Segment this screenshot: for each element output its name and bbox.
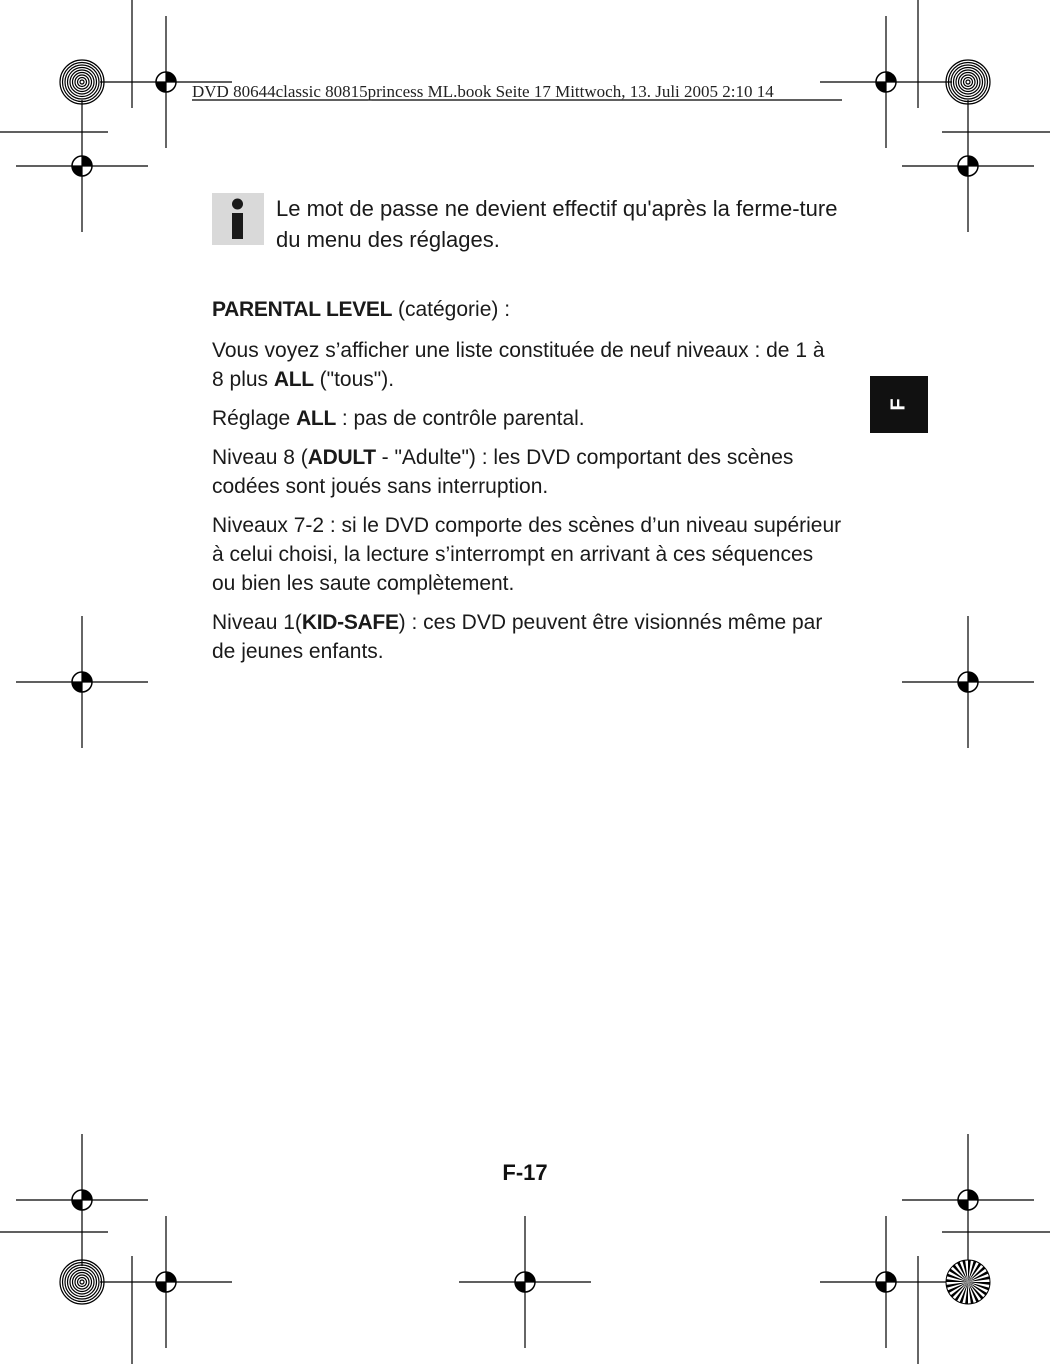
registration-quadrant (156, 82, 166, 92)
ring-target (70, 70, 94, 94)
keyword-kid-safe: KID-SAFE (301, 611, 399, 634)
keyword-adult: ADULT (307, 446, 376, 469)
registration-quadrant (958, 1200, 968, 1210)
registration-quadrant (72, 1200, 82, 1210)
keyword-all: ALL (296, 407, 336, 430)
text: Réglage (212, 407, 297, 430)
print-slug: DVD 80644classic 80815princess ML.book Seite 17 Mittwoch, 13. Juli 2005 2:10 14 (192, 82, 774, 101)
paragraph-level-1 (212, 608, 842, 666)
info-note (212, 193, 838, 253)
registration-quadrant (968, 672, 978, 682)
ring-target (68, 68, 97, 97)
paragraph-levels-list (212, 336, 842, 394)
registration-quadrant (72, 682, 82, 692)
ring-target (60, 60, 104, 104)
ring-target (78, 78, 87, 87)
registration-quadrant (166, 1272, 176, 1282)
ring-target (78, 1278, 87, 1287)
info-note-text: Le mot de passe ne devient effectif qu'après la ferme-ture du menu des réglages. (276, 196, 838, 252)
ring-target (60, 1260, 104, 1304)
registration-quadrant (525, 1272, 535, 1282)
registration-quadrant (876, 1282, 886, 1292)
ring-target (946, 60, 990, 104)
registration-quadrant (515, 1282, 525, 1292)
ring-target (63, 1263, 102, 1302)
ring-target (964, 78, 973, 87)
ring-target (68, 1268, 97, 1297)
registration-quadrant (886, 72, 896, 82)
heading-rest: (catégorie) : (392, 298, 511, 321)
section-heading (212, 295, 842, 324)
main-content (212, 295, 842, 676)
paragraph-all-setting (212, 404, 842, 433)
ring-target (63, 63, 102, 102)
text: Niveau 8 ( (212, 446, 308, 469)
heading-keyword: PARENTAL LEVEL (212, 298, 393, 321)
registration-quadrant (886, 1272, 896, 1282)
language-tab (870, 376, 928, 433)
registration-quadrant (876, 82, 886, 92)
text: Vous voyez s’afficher une liste constituée de neuf niveaux : de 1 à 8 plus (212, 339, 825, 391)
ring-target (954, 68, 983, 97)
ring-target (80, 1280, 84, 1284)
ring-target (949, 63, 988, 102)
registration-quadrant (72, 166, 82, 176)
ring-target (70, 1270, 94, 1294)
registration-quadrant (958, 682, 968, 692)
registration-quadrant (156, 1282, 166, 1292)
registration-quadrant (82, 1190, 92, 1200)
info-icon (212, 193, 264, 245)
registration-quadrant (968, 1190, 978, 1200)
text: Niveaux 7-2 : si le DVD comporte des scènes d’un niveau supérieur à celui choisi, la lecture s’interrompt en arrivant à ces séquences ou bien les saute complètement. (212, 514, 842, 595)
language-tab-label: F (887, 398, 910, 411)
ring-target (956, 70, 980, 94)
registration-quadrant (968, 156, 978, 166)
text: - "Adulte") : les DVD comportant des scènes codées sont joués sans interruption. (212, 446, 794, 498)
keyword-all: ALL (273, 368, 314, 391)
registration-quadrant (958, 166, 968, 176)
text: ("tous"). (313, 368, 395, 391)
paragraph-levels-7-2 (212, 511, 842, 598)
page-number: F-17 (502, 1160, 548, 1185)
paragraph-level-8 (212, 443, 842, 501)
text: : pas de contrôle parental. (335, 407, 585, 430)
registration-quadrant (82, 672, 92, 682)
registration-quadrant (166, 72, 176, 82)
ring-target (80, 80, 84, 84)
text: Niveau 1( (212, 611, 302, 634)
ring-target (966, 80, 970, 84)
text: ) : ces DVD peuvent être visionnés même par de jeunes enfants. (212, 611, 823, 663)
registration-quadrant (82, 156, 92, 166)
